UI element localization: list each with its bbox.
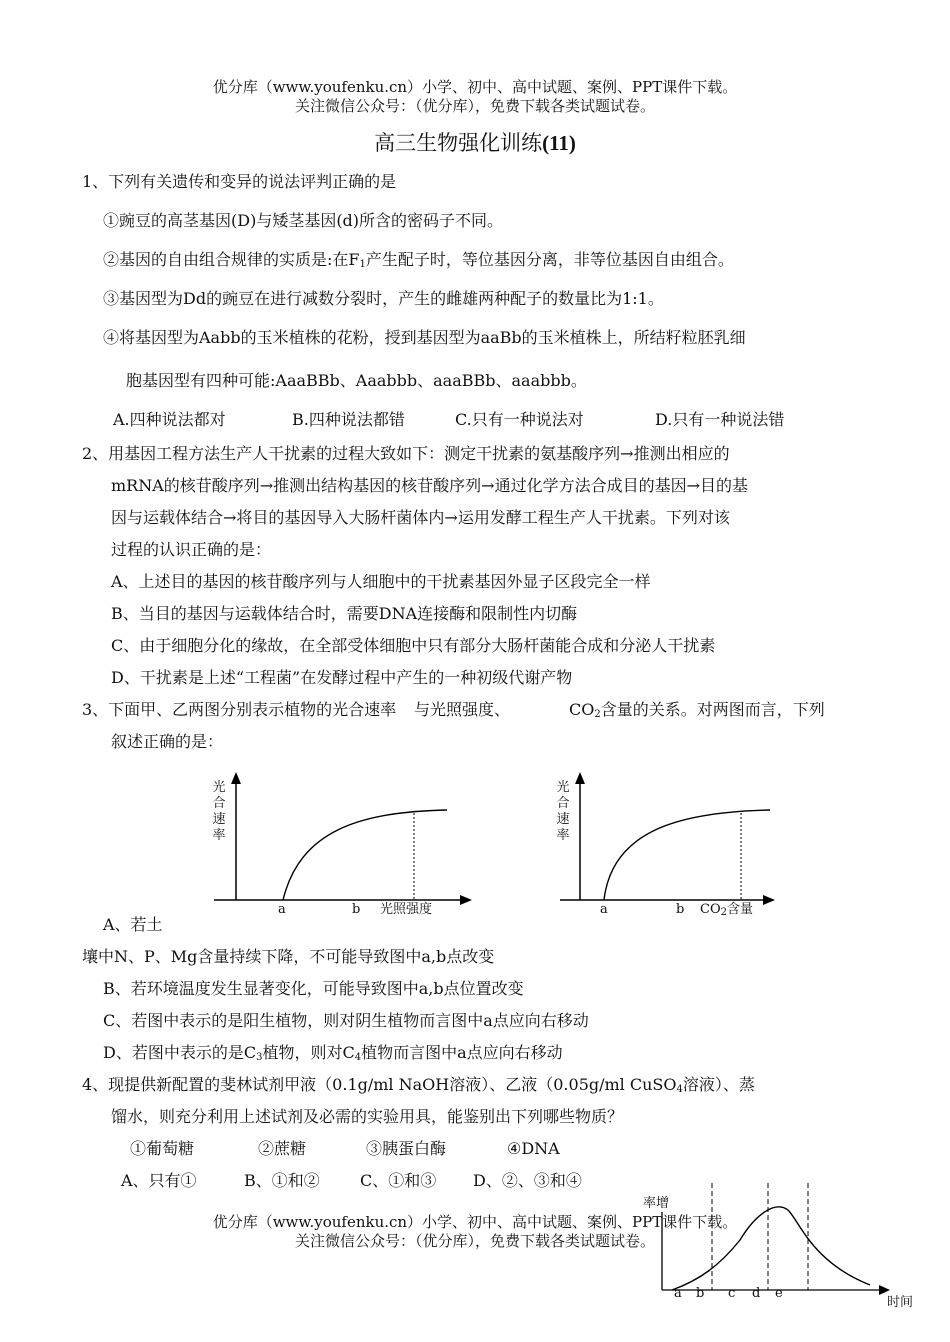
left-fig-xlabel: 光照强度 <box>380 902 433 917</box>
bottom-fig-label-c: c <box>728 1286 736 1301</box>
q4-option-d: D、②、③和④ <box>473 1171 582 1190</box>
bottom-fig-label-a: a <box>674 1286 682 1301</box>
left-fig-label-b: b <box>352 902 361 917</box>
left-fig-ylabel: 光合速率 <box>212 780 226 843</box>
q3-line-1-rest: 含量的关系。对两图而言，下列 <box>600 700 825 719</box>
q3-co2-sub: 2 <box>594 709 601 720</box>
q2-line-3: 因与运载体结合→将目的基因导入大肠杆菌体内→运用发酵工程生产人干扰素。下列对该 <box>111 508 730 527</box>
footer-line-2: 关注微信公众号：（优分库），免费下载各类试题试卷。 <box>294 1232 655 1250</box>
header-line-1: 优分库（www.youfenku.cn）小学、初中、高中试题、案例、PPT课件下载。 <box>212 78 738 96</box>
bottom-fig-label-b: b <box>696 1286 705 1301</box>
bottom-fig-x-arrow <box>879 1285 890 1295</box>
right-fig-ylabel: 光合速率 <box>556 780 570 843</box>
q1-statement-4b: 胞基因型有四种可能:AaaBBb、Aaabbb、aaaBBb、aaabbb。 <box>126 371 587 390</box>
bottom-fig-ylabel: 率增 <box>643 1196 670 1211</box>
q4-option-b: B、①和② <box>244 1171 320 1190</box>
q2-line-4: 过程的认识正确的是： <box>111 540 272 559</box>
q1-option-d: D.只有一种说法错 <box>655 410 785 429</box>
bottom-fig-label-d: d <box>752 1286 761 1301</box>
q2-line-2: mRNA的核苷酸序列→推测出结构基因的核苷酸序列→通过化学方法合成目的基因→目的基 <box>111 476 748 495</box>
q4-item-1: ①葡萄糖 <box>130 1139 195 1158</box>
q4-item-3: ③胰蛋白酶 <box>366 1139 447 1158</box>
q4-option-c: C、①和③ <box>360 1171 437 1190</box>
q3-option-a-pre: A、若土 <box>103 915 163 934</box>
q1-option-b: B.四种说法都错 <box>292 410 405 429</box>
q1-option-c: C.只有一种说法对 <box>455 410 584 429</box>
q4-line-2: 馏水，则充分利用上述试剂及必需的实验用具，能鉴别出下列哪些物质？ <box>111 1107 624 1126</box>
q3-d-pre: D、若图中表示的是C <box>103 1043 257 1062</box>
right-fig-xlabel-co: CO <box>700 902 721 917</box>
q1-s2-sub: 1 <box>359 259 366 270</box>
q1-s2-pre: ②基因的自由组合规律的实质是:在F <box>103 250 360 269</box>
q1-stem: 1、下列有关遗传和变异的说法评判正确的是 <box>82 172 397 191</box>
q4-l1-pre: 4、现提供新配置的斐林试剂甲液（0.1g/ml NaOH溶液）、乙液（0.05g/ml CuSO <box>82 1075 677 1094</box>
footer-line-1: 优分库（www.youfenku.cn）小学、初中、高中试题、案例、PPT课件下载。 <box>212 1213 738 1231</box>
q3-d-mid: 植物，则对C <box>262 1043 355 1062</box>
header-line-2: 关注微信公众号：（优分库），免费下载各类试题试卷。 <box>294 97 655 115</box>
q1-s2-post: 产生配子时，等位基因分离，非等位基因自由组合。 <box>365 250 734 269</box>
right-fig-xlabel-post: 含量 <box>726 902 753 917</box>
q3-d-sub2: 4 <box>354 1052 362 1063</box>
q3-option-b: B、若环境温度发生显著变化，可能导致图中a,b点位置改变 <box>103 979 524 998</box>
right-fig-label-a: a <box>600 902 608 917</box>
q1-statement-3: ③基因型为Dd的豌豆在进行减数分裂时，产生的雌雄两种配子的数量比为1:1。 <box>103 289 664 308</box>
q3-d-post: 植物而言图中a点应向右移动 <box>361 1043 563 1062</box>
title-number: (11) <box>542 131 576 155</box>
right-fig-xlabel-sub: 2 <box>720 907 727 918</box>
q3-line-2: 叙述正确的是： <box>111 732 224 751</box>
q2-line-1: 2、用基因工程方法生产人干扰素的过程大致如下：测定干扰素的氨基酸序列→推测出相应的 <box>82 444 730 463</box>
q4-option-a: A、只有① <box>121 1171 197 1190</box>
q2-option-d: D、干扰素是上述“工程菌”在发酵过程中产生的一种初级代谢产物 <box>111 668 573 687</box>
q1-statement-4a: ④将基因型为Aabb的玉米植株的花粉，授到基因型为aaBb的玉米植株上，所结籽粒胚乳细 <box>103 328 746 347</box>
title-text: 高三生物强化训练 <box>374 131 543 155</box>
q2-option-b: B、当目的基因与运载体结合时，需要DNA连接酶和限制性内切酶 <box>111 604 578 623</box>
q4-item-4: ④DNA <box>507 1139 560 1158</box>
q4-l1-sub: 4 <box>676 1084 683 1095</box>
q3-line-1-pre: 3、下面甲、乙两图分别表示植物的光合速率 <box>82 700 397 719</box>
bottom-fig-xlabel: 时间 <box>887 1295 914 1310</box>
q1-statement-1: ①豌豆的高茎基因(D)与矮茎基因(d)所含的密码子不同。 <box>103 211 504 230</box>
q1-option-a: A.四种说法都对 <box>113 410 226 429</box>
q3-line-1-overlap: 与光照强度、 <box>414 700 511 719</box>
q2-option-a: A、上述目的基因的核苷酸序列与人细胞中的干扰素基因外显子区段完全一样 <box>111 572 651 591</box>
q3-d-sub1: 3 <box>256 1052 263 1063</box>
q2-option-c: C、由于细胞分化的缘故，在全部受体细胞中只有部分大肠杆菌能合成和分泌人干扰素 <box>111 636 716 655</box>
q3-co2: CO <box>569 700 595 719</box>
q3-option-a-line: 壤中N、P、Mg含量持续下降，不可能导致图中a,b点改变 <box>82 947 495 966</box>
right-fig-label-b: b <box>676 902 685 917</box>
q3-option-c: C、若图中表示的是阳生植物，则对阴生植物而言图中a点应向右移动 <box>103 1011 589 1030</box>
bottom-fig-label-e: e <box>775 1286 783 1301</box>
left-fig-label-a: a <box>278 902 286 917</box>
q4-l1-post: 溶液）、蒸 <box>682 1075 755 1094</box>
q4-item-2: ②蔗糖 <box>258 1139 307 1158</box>
